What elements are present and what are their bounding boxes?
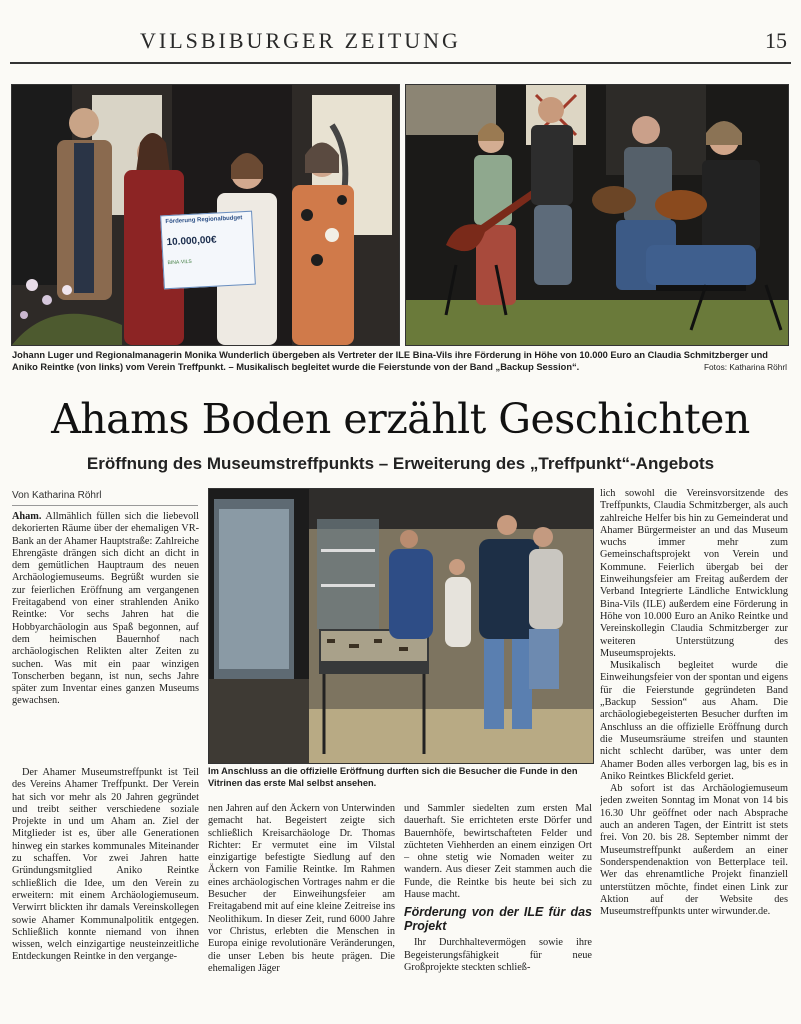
photo-museum-vitrines xyxy=(208,488,594,764)
photo-credit: Fotos: Katharina Röhrl xyxy=(703,362,787,372)
paragraph: Musikalisch begleitet wurde die Einweihungsfeier von der spontan und eigens für die Feierstunde gegründeten Band „Backup Session“ aus Aham. Die archäologiebegeisterten Besucher durften im Anschluss an die offizielle Eröffnung durch die Museumsräume streifen und staunten nicht schlecht darüber, was unter dem Ahamer Boden alles verborgen lag, bis es in Aniko Reintkes Blickfeld geriet. xyxy=(600,660,788,782)
photo-band-backup-session xyxy=(405,84,789,346)
article-column-2 xyxy=(208,803,395,1017)
museum-illustration xyxy=(209,489,593,763)
paragraph: Ihr Durchhaltevermögen sowie ihre Begeisterungsfähigkeit für neue Großprojekte steckten schließ- xyxy=(404,937,592,973)
cheque-title: Förderung Regionalbudget xyxy=(165,215,243,226)
paragraph: Ab sofort ist das Archäologiemuseum jeden zweiten Sonntag im Monat von 14 bis 16.30 Uhr geöffnet oder nach Absprache auch an anderen Tagen, der Eintritt ist stets frei. Von 20. bis 28. September nimmt der Museumstreffpunkt außerdem an einer Sonderspendenaktion von Betterplace teil. Wer das ehrenamtliche Projekt finanziell unterstützen möchte, findet einen Link zur Aktion auf der Website des Museumstreffpunkts unter wirwunder.de. xyxy=(600,783,788,918)
photo-caption-top xyxy=(12,349,787,373)
article-column-4 xyxy=(600,488,788,1018)
cheque-logo: BINA·VILS xyxy=(167,258,192,267)
paragraph: und Sammler siedelten zum ersten Mal dauerhaft. Sie errichteten erste Dörfer und Bauernhöfe, bewirtschafteten Felder und züchteten Viehherden an einem einzigen Ort – ohne stetig wie Nomaden weiter zu wandern. Aus dieser Zeit stammen auch die Funde, die Reintke bis heute bei sich zu Hause macht. xyxy=(404,803,592,901)
paragraph: lich sowohl die Vereinsvorsitzende des Treffpunkts, Claudia Schmitzberger, als auch zahlreiche Helfer bis hin zu Gemeinderat und Ahamer Bürgermeister an und das Museum wuchs immer mehr zum Gemeinschaftsprojekt von Verein und Kommune. Feierlich übergab bei der Einweihungsfeier am Freitag außerdem der Verband Integrierte Ländliche Entwicklung Bina-Vils (ILE) außerdem eine Förderung in Höhe von 10.000 Euro an Aniko Reintke und Vereinskollegin Claudia Schmitzberger zur weiteren Unterstützung des Museumsprojekts. xyxy=(600,488,788,659)
masthead xyxy=(10,22,791,64)
article-column-1-lower xyxy=(12,767,199,1017)
cheque xyxy=(160,211,256,290)
caption-text: Johann Luger und Regionalmanagerin Monika Wunderlich übergeben als Vertreter der ILE Bina-Vils ihre Förderung in Höhe von 10.000 Euro an Claudia Schmitzberger und Aniko Reintke (von links) vom Verein Treffpunkt. – Musikalisch begleitet wurde die Feierstunde von der Band „Backup Session“. xyxy=(12,350,768,372)
article-column-3 xyxy=(404,803,592,1017)
byline-rule xyxy=(12,505,198,506)
paragraph: Allmählich füllen sich die liebevoll dekorierten Räume über der ehemaligen VR-Bank an der Ahamer Hauptstraße: Zahlreiche Ehrengäste drängen sich dicht an dicht in dem gemütlichen Hauptraum des neuen Archäologiemuseums. Begrüßt wurden sie zur feierlichen Eröffnung am vergangenen Freitagabend von einer strahlenden Aniko Reintke: Vor sechs Jahren hat die Hobbyarchäologin aus Spaß begonnen, auf dem heimischen Bauernhof nach archäologischen Relikten alter Zeiten zu suchen. Was mit ein paar winzigen Tonscherben begann, ist nun, sechs Jahre später zum Inventar eines ganzen Museums gewachsen. xyxy=(12,511,199,707)
byline: Von Katharina Röhrl xyxy=(12,490,102,501)
paragraph: Der Ahamer Museumstreffpunkt ist Teil des Vereins Ahamer Treffpunkt. Der Verein hat sich vor mehr als 20 Jahren gegründet und treibt seither verschiedene soziale Projekte in und um Aham an. Ziel der Mitglieder ist es, über alle Generationen hinweg ein starkes kommunales Miteinander zu schaffen. Vor zwei Jahren hatte Gründungsmitglied Aniko Reintke schließlich die Idee, um den Verein zu erweitern: mit einem Archäologiemuseum. Verwirrt blickten ihr damals Vereinskollegen sowie Ahamer Kommunalpolitik entgegen. Schließlich konnte niemand von ihnen wissen, welch einzigartige neusteinzeitliche Entdeckungen Reintke in den vergange- xyxy=(12,767,199,963)
dateline: Aham. xyxy=(12,511,42,522)
section-subheading: Förderung von der ILE für das Projekt xyxy=(404,905,592,934)
photo-caption-middle: Im Anschluss an die offizielle Eröffnung durften sich die Besucher die Funde in den Vitrinen das erste Mal selbst ansehen. xyxy=(208,766,578,788)
headline: Ahams Boden erzählt Geschichten xyxy=(51,395,750,443)
page-number: 15 xyxy=(765,28,787,53)
band-illustration xyxy=(406,85,788,345)
newspaper-name: VILSBIBURGER ZEITUNG xyxy=(140,28,461,53)
paragraph: nen Jahren auf den Äckern von Unterwinden gemacht hat. Begeistert zeigte sich schließlich Kreisarchäologe Dr. Thomas Richter: Er vermutet eine im Vilstal einzigartige befestigte Siedlung auf den Äckern von Familie Reintke. Im Rahmen eines archäologischen Vortrages nahm er die Besucher der Einweihungsfeier am Freitagabend mit auf eine kleine Zeitreise ins Neolithikum. In dieser Zeit, rund 6000 Jahre vor Christus, erlebten die Menschen in Europa einige revolutionäre Veränderungen, die unser Leben bis heute prägen. Die ehemaligen Jäger xyxy=(208,803,395,974)
cheque-amount: 10.000,00€ xyxy=(166,234,217,249)
photo-cheque-handover xyxy=(11,84,400,346)
article-column-1-upper xyxy=(12,511,199,756)
subheadline: Eröffnung des Museumstreffpunkts – Erweiterung des „Treffpunkt“-Angebots xyxy=(86,454,715,473)
